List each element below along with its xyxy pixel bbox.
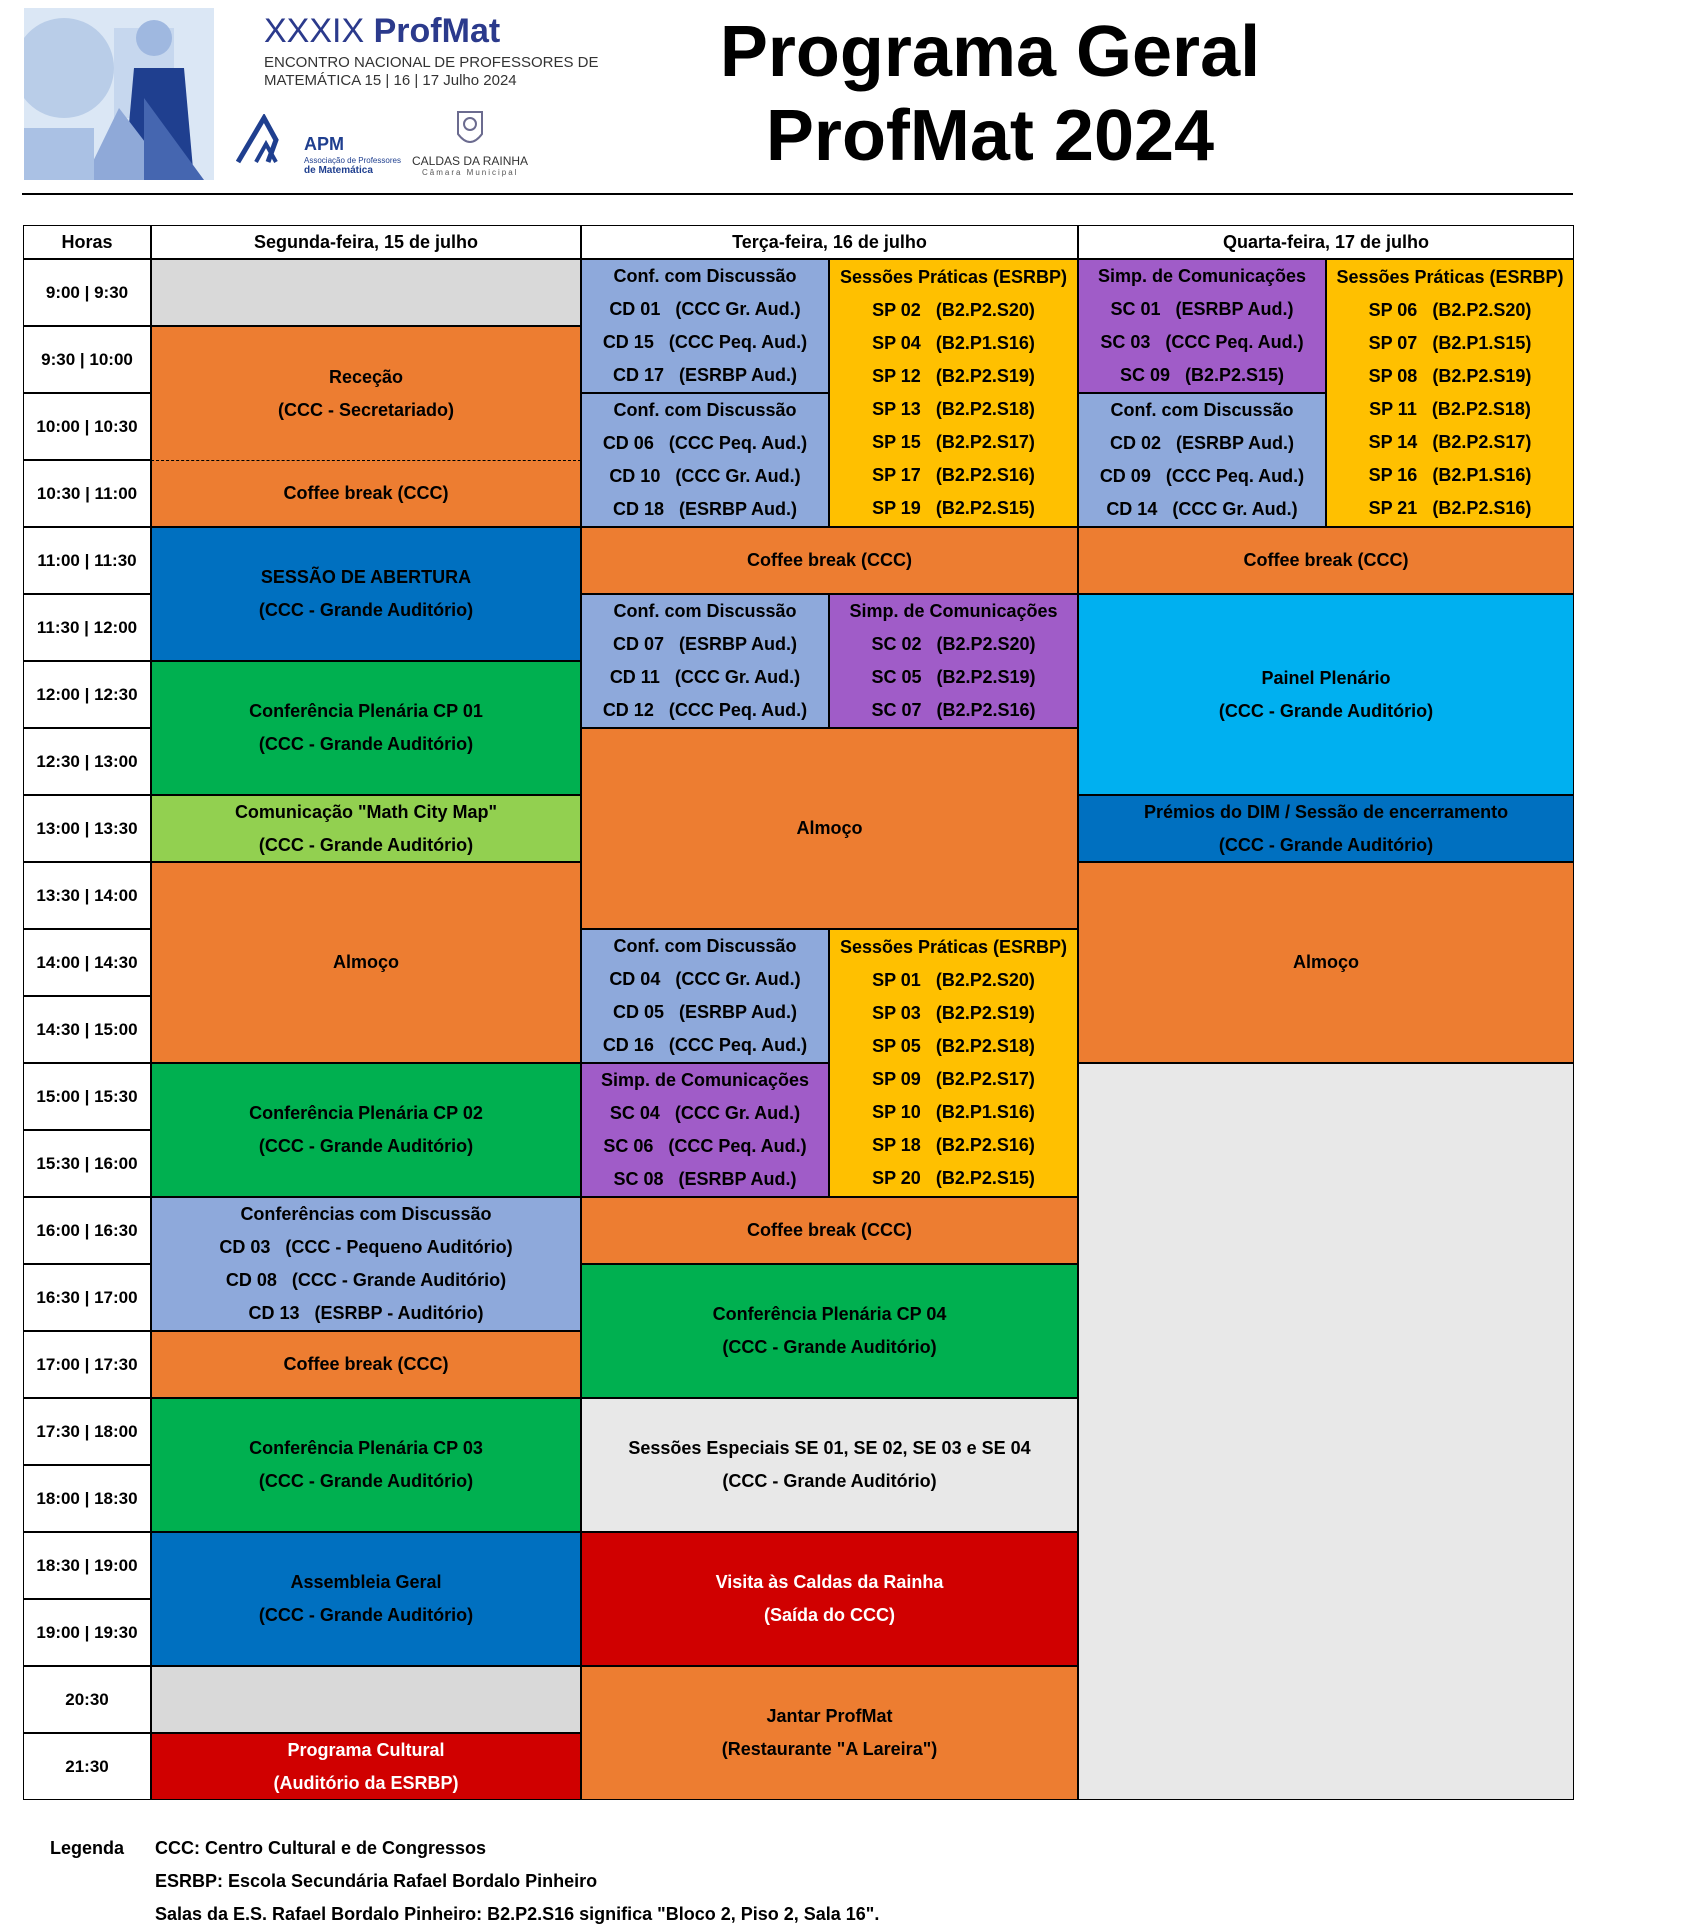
event-line: Conf. com Discussão	[613, 266, 797, 286]
time-slot: 13:00 | 13:30	[23, 795, 151, 862]
event-line: CD 07 (ESRBP Aud.)	[612, 634, 798, 654]
time-slot: 15:00 | 15:30	[23, 1063, 151, 1130]
event-line: SP 01 (B2.P2.S20)	[872, 970, 1035, 990]
tuesday-conf-discussao-a	[581, 259, 829, 393]
time-slot: 9:00 | 9:30	[23, 259, 151, 326]
event-line: SP 04 (B2.P1.S16)	[872, 333, 1035, 353]
monday-cp02	[151, 1063, 581, 1197]
tuesday-coffee-break-2	[581, 1197, 1078, 1264]
tuesday-conf-discussao-b	[581, 393, 829, 527]
event-line: Simp. de Comunicações	[600, 1070, 810, 1090]
event-line: (Saída do CCC)	[763, 1605, 895, 1625]
monday-programa-cultural	[151, 1733, 581, 1800]
tuesday-conf-discussao-d	[581, 929, 829, 1063]
tuesday-conf-discussao-c	[581, 594, 829, 728]
event-line: (Auditório da ESRBP)	[273, 1772, 459, 1793]
legend-line: Salas da E.S. Rafael Bordalo Pinheiro: B2.P2.S16 significa "Bloco 2, Piso 2, Sala 16".	[155, 1904, 880, 1924]
event-line: Conferência Plenária CP 04	[712, 1304, 947, 1324]
event-line: Conferência Plenária CP 02	[249, 1103, 483, 1123]
tuesday-visita-caldas	[581, 1532, 1078, 1666]
wednesday-painel-plenario	[1078, 594, 1574, 795]
wednesday-simp-comunicacoes	[1078, 259, 1326, 393]
event-line: SP 05 (B2.P2.S18)	[872, 1036, 1035, 1056]
event-line: (CCC - Grande Auditório)	[1218, 700, 1434, 721]
page-title-line-1: Programa Geral	[719, 12, 1261, 92]
time-slot: 16:00 | 16:30	[23, 1197, 151, 1264]
time-slot: 18:00 | 18:30	[23, 1465, 151, 1532]
header-wednesday: Quarta-feira, 17 de julho	[1078, 225, 1574, 259]
event-line: Conferências com Discussão	[240, 1204, 492, 1224]
event-line: SESSÃO DE ABERTURA	[260, 567, 472, 587]
event-line: CD 17 (ESRBP Aud.)	[612, 365, 798, 385]
tuesday-jantar-profmat	[581, 1666, 1078, 1800]
tuesday-simp-comunicacoes-b	[581, 1063, 829, 1197]
caldas-name: CALDAS DA RAINHA	[412, 154, 529, 168]
event-line: CD 01 (CCC Gr. Aud.)	[609, 299, 801, 319]
event-line: SP 09 (B2.P2.S17)	[872, 1069, 1035, 1089]
time-slot: 12:30 | 13:00	[23, 728, 151, 795]
event-line: SC 09 (B2.P2.S15)	[1119, 365, 1285, 385]
event-line: (CCC - Grande Auditório)	[258, 1605, 474, 1625]
header-tuesday: Terça-feira, 16 de julho	[581, 225, 1078, 259]
event-line: CD 11 (CCC Gr. Aud.)	[609, 667, 801, 687]
event-line: SP 10 (B2.P1.S16)	[872, 1102, 1035, 1122]
event-line: SC 06 (CCC Peq. Aud.)	[603, 1136, 807, 1156]
legend-label: Legenda	[50, 1838, 125, 1858]
event-line: SC 07 (B2.P2.S16)	[871, 700, 1036, 720]
event-line: Coffee break (CCC)	[283, 1354, 449, 1374]
wednesday-conf-discussao	[1078, 393, 1326, 527]
event-line: Conf. com Discussão	[613, 601, 797, 621]
event-line: Almoço	[332, 952, 399, 972]
event-line: SP 12 (B2.P2.S19)	[872, 366, 1035, 386]
event-line: CD 02 (ESRBP Aud.)	[1109, 433, 1295, 453]
event-line: Almoço	[1292, 952, 1359, 972]
time-slot: 18:30 | 19:00	[23, 1532, 151, 1599]
event-line: SP 15 (B2.P2.S17)	[872, 432, 1035, 452]
monday-empty-slot	[151, 259, 581, 326]
event-line: Programa Cultural	[287, 1739, 445, 1760]
event-line: (CCC - Grande Auditório)	[258, 600, 474, 620]
tuesday-simp-comunicacoes-a	[829, 594, 1078, 728]
event-line: Conf. com Discussão	[1110, 400, 1294, 420]
monday-almoco	[151, 862, 581, 1063]
event-subtitle-1: ENCONTRO NACIONAL DE PROFESSORES DE	[264, 54, 599, 71]
event-line: SP 18 (B2.P2.S16)	[872, 1135, 1035, 1155]
monday-math-city-map	[151, 795, 581, 862]
event-line: CD 15 (CCC Peq. Aud.)	[602, 332, 808, 352]
monday-sessao-abertura	[151, 527, 581, 661]
event-line: CD 18 (ESRBP Aud.)	[612, 499, 798, 519]
apm-name: APM	[304, 134, 344, 154]
event-line: Visita às Caldas da Rainha	[715, 1572, 944, 1592]
monday-cp03	[151, 1398, 581, 1532]
event-line: SP 02 (B2.P2.S20)	[872, 300, 1035, 320]
event-line: CD 08 (CCC - Grande Auditório)	[225, 1270, 507, 1290]
event-line: Prémios do DIM / Sessão de encerramento	[1143, 801, 1509, 822]
event-subtitle-2: MATEMÁTICA 15 | 16 | 17 Julho 2024	[264, 72, 517, 89]
event-line: Simp. de Comunicações	[849, 601, 1058, 621]
event-line: CD 05 (ESRBP Aud.)	[612, 1002, 798, 1022]
event-line: CD 10 (CCC Gr. Aud.)	[609, 466, 801, 486]
time-slot: 19:00 | 19:30	[23, 1599, 151, 1666]
header-hours: Horas	[23, 225, 151, 259]
time-slot: 16:30 | 17:00	[23, 1264, 151, 1331]
event-line: SP 16 (B2.P1.S16)	[1368, 465, 1532, 485]
event-line: Coffee break (CCC)	[746, 1220, 913, 1240]
event-name: XXXIX ProfMat	[264, 12, 501, 50]
event-line: SC 01 (ESRBP Aud.)	[1110, 299, 1294, 319]
monday-rececao	[151, 326, 581, 460]
event-line: Conf. com Discussão	[613, 400, 797, 420]
event-line: CD 03 (CCC - Pequeno Auditório)	[219, 1237, 513, 1257]
event-line: Coffee break (CCC)	[1243, 550, 1409, 570]
wednesday-almoco	[1078, 862, 1574, 1063]
wednesday-sessoes-praticas	[1326, 259, 1574, 527]
time-slot: 14:30 | 15:00	[23, 996, 151, 1063]
event-line: Sessões Práticas (ESRBP)	[839, 937, 1068, 957]
event-line: Painel Plenário	[1261, 667, 1391, 688]
wednesday-coffee-break	[1078, 527, 1574, 594]
event-line: SC 04 (CCC Gr. Aud.)	[609, 1103, 801, 1123]
event-line: Coffee break (CCC)	[746, 550, 913, 570]
monday-coffee-break-1	[151, 460, 581, 527]
event-line: (CCC - Grande Auditório)	[258, 1471, 474, 1491]
event-line: SP 21 (B2.P2.S16)	[1368, 498, 1532, 518]
event-line: Sessões Práticas (ESRBP)	[839, 267, 1068, 287]
legend-line: CCC: Centro Cultural e de Congressos	[155, 1838, 487, 1858]
header-monday: Segunda-feira, 15 de julho	[151, 225, 581, 259]
legend-line: ESRBP: Escola Secundária Rafael Bordalo Pinheiro	[155, 1871, 598, 1891]
monday-assembleia-geral	[151, 1532, 581, 1666]
time-slot: 13:30 | 14:00	[23, 862, 151, 929]
time-slot: 10:00 | 10:30	[23, 393, 151, 460]
event-line: SP 14 (B2.P2.S17)	[1368, 432, 1532, 452]
event-line: (CCC - Grande Auditório)	[1218, 834, 1434, 855]
time-slot: 9:30 | 10:00	[23, 326, 151, 393]
monday-conferencias-discussao	[151, 1197, 581, 1331]
time-slot: 20:30	[23, 1666, 151, 1733]
event-line: CD 06 (CCC Peq. Aud.)	[602, 433, 808, 453]
caldas-sub: Câmara Municipal	[422, 168, 519, 177]
tuesday-cp04	[581, 1264, 1078, 1398]
event-line: Jantar ProfMat	[766, 1706, 893, 1726]
event-line: SP 11 (B2.P2.S18)	[1369, 399, 1531, 419]
event-line: SP 06 (B2.P2.S20)	[1368, 300, 1532, 320]
event-line: Conferência Plenária CP 01	[249, 701, 483, 721]
event-line: SP 07 (B2.P1.S15)	[1368, 333, 1532, 353]
event-line: Comunicação "Math City Map"	[234, 801, 498, 822]
event-line: (CCC - Grande Auditório)	[722, 1337, 937, 1357]
legend	[50, 1832, 1250, 1928]
event-line: SP 08 (B2.P2.S19)	[1368, 366, 1532, 386]
event-line: SP 20 (B2.P2.S15)	[872, 1168, 1035, 1188]
time-slot: 21:30	[23, 1733, 151, 1800]
time-slot: 10:30 | 11:00	[23, 460, 151, 527]
monday-empty-slot	[151, 1666, 581, 1733]
time-slot: 12:00 | 12:30	[23, 661, 151, 728]
event-line: SC 02 (B2.P2.S20)	[871, 634, 1036, 654]
monday-cp01	[151, 661, 581, 795]
monday-coffee-break-2	[151, 1331, 581, 1398]
event-line: (CCC - Grande Auditório)	[258, 834, 474, 855]
event-line: SC 08 (ESRBP Aud.)	[613, 1169, 797, 1189]
event-line: (CCC - Grande Auditório)	[722, 1471, 937, 1491]
event-line: (CCC - Secretariado)	[277, 399, 455, 420]
event-line: Simp. de Comunicações	[1097, 266, 1307, 286]
event-line: CD 13 (ESRBP - Auditório)	[248, 1303, 484, 1323]
apm-sub-2: de Matemática	[304, 165, 373, 176]
apm-sub-1: Associação de Professores	[304, 156, 401, 165]
event-line: CD 04 (CCC Gr. Aud.)	[609, 969, 801, 989]
time-slot: 15:30 | 16:00	[23, 1130, 151, 1197]
time-slot: 14:00 | 14:30	[23, 929, 151, 996]
event-line: Coffee break (CCC)	[283, 483, 449, 503]
event-line: SP 17 (B2.P2.S16)	[872, 465, 1035, 485]
time-slot: 17:00 | 17:30	[23, 1331, 151, 1398]
tuesday-sessoes-especiais	[581, 1398, 1078, 1532]
event-line: SP 13 (B2.P2.S18)	[872, 399, 1035, 419]
event-line: Conferência Plenária CP 03	[249, 1438, 483, 1458]
tuesday-coffee-break-1	[581, 527, 1078, 594]
event-line: (CCC - Grande Auditório)	[258, 734, 474, 754]
event-line: CD 16 (CCC Peq. Aud.)	[602, 1035, 808, 1055]
tuesday-sessoes-praticas-b	[829, 929, 1078, 1197]
wednesday-premios-encerramento	[1078, 795, 1574, 862]
event-line: SP 03 (B2.P2.S19)	[872, 1003, 1035, 1023]
event-line: Conf. com Discussão	[613, 936, 797, 956]
event-line: CD 14 (CCC Gr. Aud.)	[1106, 499, 1298, 519]
event-line: SP 19 (B2.P2.S15)	[872, 498, 1035, 518]
time-slot: 11:00 | 11:30	[23, 527, 151, 594]
event-line: (Restaurante "A Lareira")	[721, 1739, 938, 1759]
time-slot: 11:30 | 12:00	[23, 594, 151, 661]
event-line: Sessões Práticas (ESRBP)	[1336, 267, 1564, 287]
event-line: Receção	[328, 366, 404, 387]
event-line: Sessões Especiais SE 01, SE 02, SE 03 e SE 04	[628, 1438, 1031, 1458]
event-line: SC 03 (CCC Peq. Aud.)	[1100, 332, 1304, 352]
event-line: Assembleia Geral	[290, 1572, 442, 1592]
tuesday-sessoes-praticas-a	[829, 259, 1078, 527]
wednesday-empty-afternoon	[1078, 1063, 1574, 1800]
time-slot: 17:30 | 18:00	[23, 1398, 151, 1465]
event-line: CD 09 (CCC Peq. Aud.)	[1099, 466, 1305, 486]
page-title-line-2: ProfMat 2024	[765, 96, 1215, 176]
event-line: Almoço	[796, 818, 863, 838]
event-line: SC 05 (B2.P2.S19)	[871, 667, 1036, 687]
tuesday-almoco	[581, 728, 1078, 929]
event-line: (CCC - Grande Auditório)	[258, 1136, 474, 1156]
event-line: CD 12 (CCC Peq. Aud.)	[602, 700, 808, 720]
